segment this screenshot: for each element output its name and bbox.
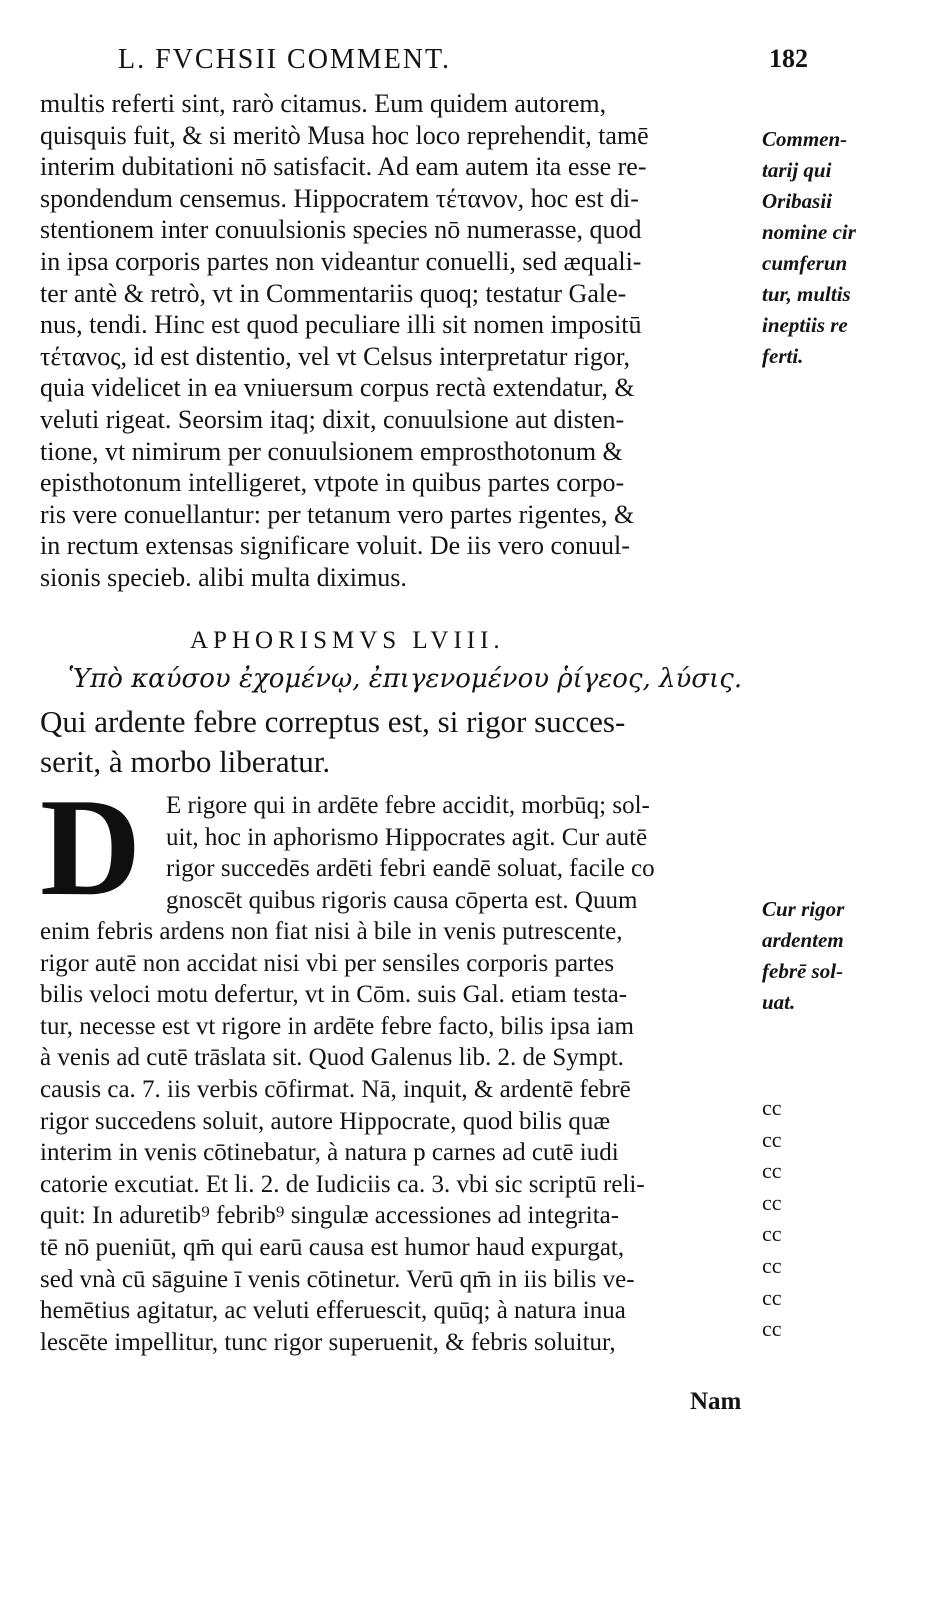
margin-note-line: ferti. xyxy=(762,344,804,368)
quotation-mark: cc xyxy=(762,1158,782,1184)
text-line: tē nō pueniūt, qm̄ qui earū causa est humor haud expurgat, xyxy=(40,1233,625,1261)
commentary-text xyxy=(40,88,760,594)
aphorism-latin xyxy=(40,702,770,782)
text-line: episthotonum intelligeret, vtpote in quibus partes corpo- xyxy=(40,468,625,498)
text-line: catorie excutiat. Et li. 2. de Iudiciis ca. 3. vbi sic scriptū reli- xyxy=(40,1170,645,1198)
margin-note-commentarii xyxy=(762,124,912,372)
drop-cap: D xyxy=(40,770,142,925)
margin-note-line: tur, multis xyxy=(762,282,851,306)
text-line: tione, vt nimirum per conuulsionem emprosthotonum & xyxy=(40,436,623,466)
text-line: causis ca. 7. iis verbis cōfirmat. Nā, inquit, & ardentē febrē xyxy=(40,1075,631,1103)
quotation-mark: cc xyxy=(762,1126,782,1152)
dropcap-paragraph xyxy=(166,790,761,916)
quotation-mark: cc xyxy=(762,1252,782,1278)
text-line: in rectum extensas significare voluit. De iis vero conuul- xyxy=(40,531,630,561)
margin-note-line: tarij qui xyxy=(762,158,832,182)
text-line: multis referti sint, rarò citamus. Eum quidem autorem, xyxy=(40,89,607,118)
quotation-mark: cc xyxy=(762,1316,782,1342)
text-line: nus, tendi. Hinc est quod peculiare illi sit nomen impositū xyxy=(40,310,642,340)
text-line: rigor autē non accidat nisi vbi per sensiles corporis partes xyxy=(40,949,615,977)
quotation-mark: cc xyxy=(762,1284,782,1310)
text-line: tur, necesse est vt rigore in ardēte febre facto, bilis ipsa iam xyxy=(40,1012,634,1040)
margin-note-line: nomine cir xyxy=(762,220,856,244)
quotation-mark: cc xyxy=(762,1221,782,1247)
aphorism-latin-line: serit, à morbo liberatur. xyxy=(40,744,331,779)
text-line: bilis veloci motu defertur, vt in Cōm. suis Gal. etiam testa- xyxy=(40,981,628,1009)
margin-note-cur-rigor xyxy=(762,894,912,1018)
quotation-mark: cc xyxy=(762,1189,782,1215)
text-line: ris vere conuellantur: per tetanum vero partes rigentes, & xyxy=(40,499,635,529)
margin-note-line: Commen- xyxy=(762,127,848,151)
text-line: spondendum censemus. Hippocratem τέτανον, hoc est di- xyxy=(40,183,639,213)
text-line: quit: In aduretib⁹ febrib⁹ singulæ accessiones ad integrita- xyxy=(40,1202,620,1230)
margin-note-line: ineptiis re xyxy=(762,313,848,337)
text-line: uit, hoc in aphorismo Hippocrates agit. Cur autē xyxy=(166,823,648,851)
text-line: rigor succedēs ardēti febri eandē soluat, facile co xyxy=(166,855,655,883)
text-line: hemētius agitatur, ac veluti efferuescit, quūq; à natura inua xyxy=(40,1297,626,1325)
text-line: gnoscēt quibus rigoris causa cōperta est. Quum xyxy=(166,886,638,914)
text-line: τέτανος, id est distentio, vel vt Celsus interpretatur rigor, xyxy=(40,341,630,371)
text-line: in ipsa corporis partes non videantur conuelli, sed æquali- xyxy=(40,246,642,276)
text-line: quia videlicet in ea vniuersum corpus rectà extendatur, & xyxy=(40,373,635,403)
margin-note-line: cumferun xyxy=(762,251,848,275)
margin-note-line: uat. xyxy=(762,990,796,1014)
quotation-mark: cc xyxy=(762,1095,782,1120)
running-title: L. FVCHSII COMMENT. xyxy=(118,44,452,75)
text-line: veluti rigeat. Seorsim itaq; dixit, conuulsione aut disten- xyxy=(40,404,625,434)
margin-note-line: febrē sol- xyxy=(762,959,844,983)
text-line: stentionem inter conuulsionis species nō numerasse, quod xyxy=(40,215,642,245)
page-number: 182 xyxy=(769,44,808,73)
aphorism-latin-line: Qui ardente febre correptus est, si rigor succes- xyxy=(40,704,626,739)
text-line: ter antè & retrò, vt in Commentariis quoq; testatur Gale- xyxy=(40,278,627,308)
text-line: sed vnà cū sāguine ī venis cōtinetur. Verū qm̄ in iis bilis ve- xyxy=(40,1265,635,1293)
text-line: quisquis fuit, & si meritò Musa hoc loco reprehendit, tamē xyxy=(40,120,649,150)
text-line: à venis ad cutē trāslata sit. Quod Galenus lib. 2. de Sympt. xyxy=(40,1044,624,1072)
text-line: interim in venis cōtinebatur, à natura p carnes ad cutē iudi xyxy=(40,1139,619,1167)
text-line: sionis specieb. alibi multa diximus. xyxy=(40,562,407,592)
running-head xyxy=(118,44,808,84)
body-text xyxy=(40,916,760,1358)
aphorism-greek: Ὑπὸ καύσου ἐχομένῳ, ἐπιγενομένου ῥίγεος, λύσις. xyxy=(68,664,743,694)
text-line: enim febris ardens non fiat nisi à bile in venis putrescente, xyxy=(40,918,623,945)
margin-note-line: ardentem xyxy=(762,928,844,952)
catchword: Nam xyxy=(690,1388,742,1415)
margin-note-line: Oribasii xyxy=(762,189,833,213)
text-line: E rigore qui in ardēte febre accidit, morbūq; sol- xyxy=(166,792,650,819)
text-line: interim dubitationi nō satisfacit. Ad eam autem ita esse re- xyxy=(40,152,647,182)
text-line: rigor succedens soluit, autore Hippocrate, quod bilis quæ xyxy=(40,1107,611,1135)
text-line: lescēte impellitur, tunc rigor superuenit, & febris soluitur, xyxy=(40,1328,616,1356)
margin-note-line: Cur rigor xyxy=(762,897,845,921)
quotation-marks-column xyxy=(762,1092,802,1345)
aphorism-heading: APHORISMVS LVIII. xyxy=(190,627,505,654)
